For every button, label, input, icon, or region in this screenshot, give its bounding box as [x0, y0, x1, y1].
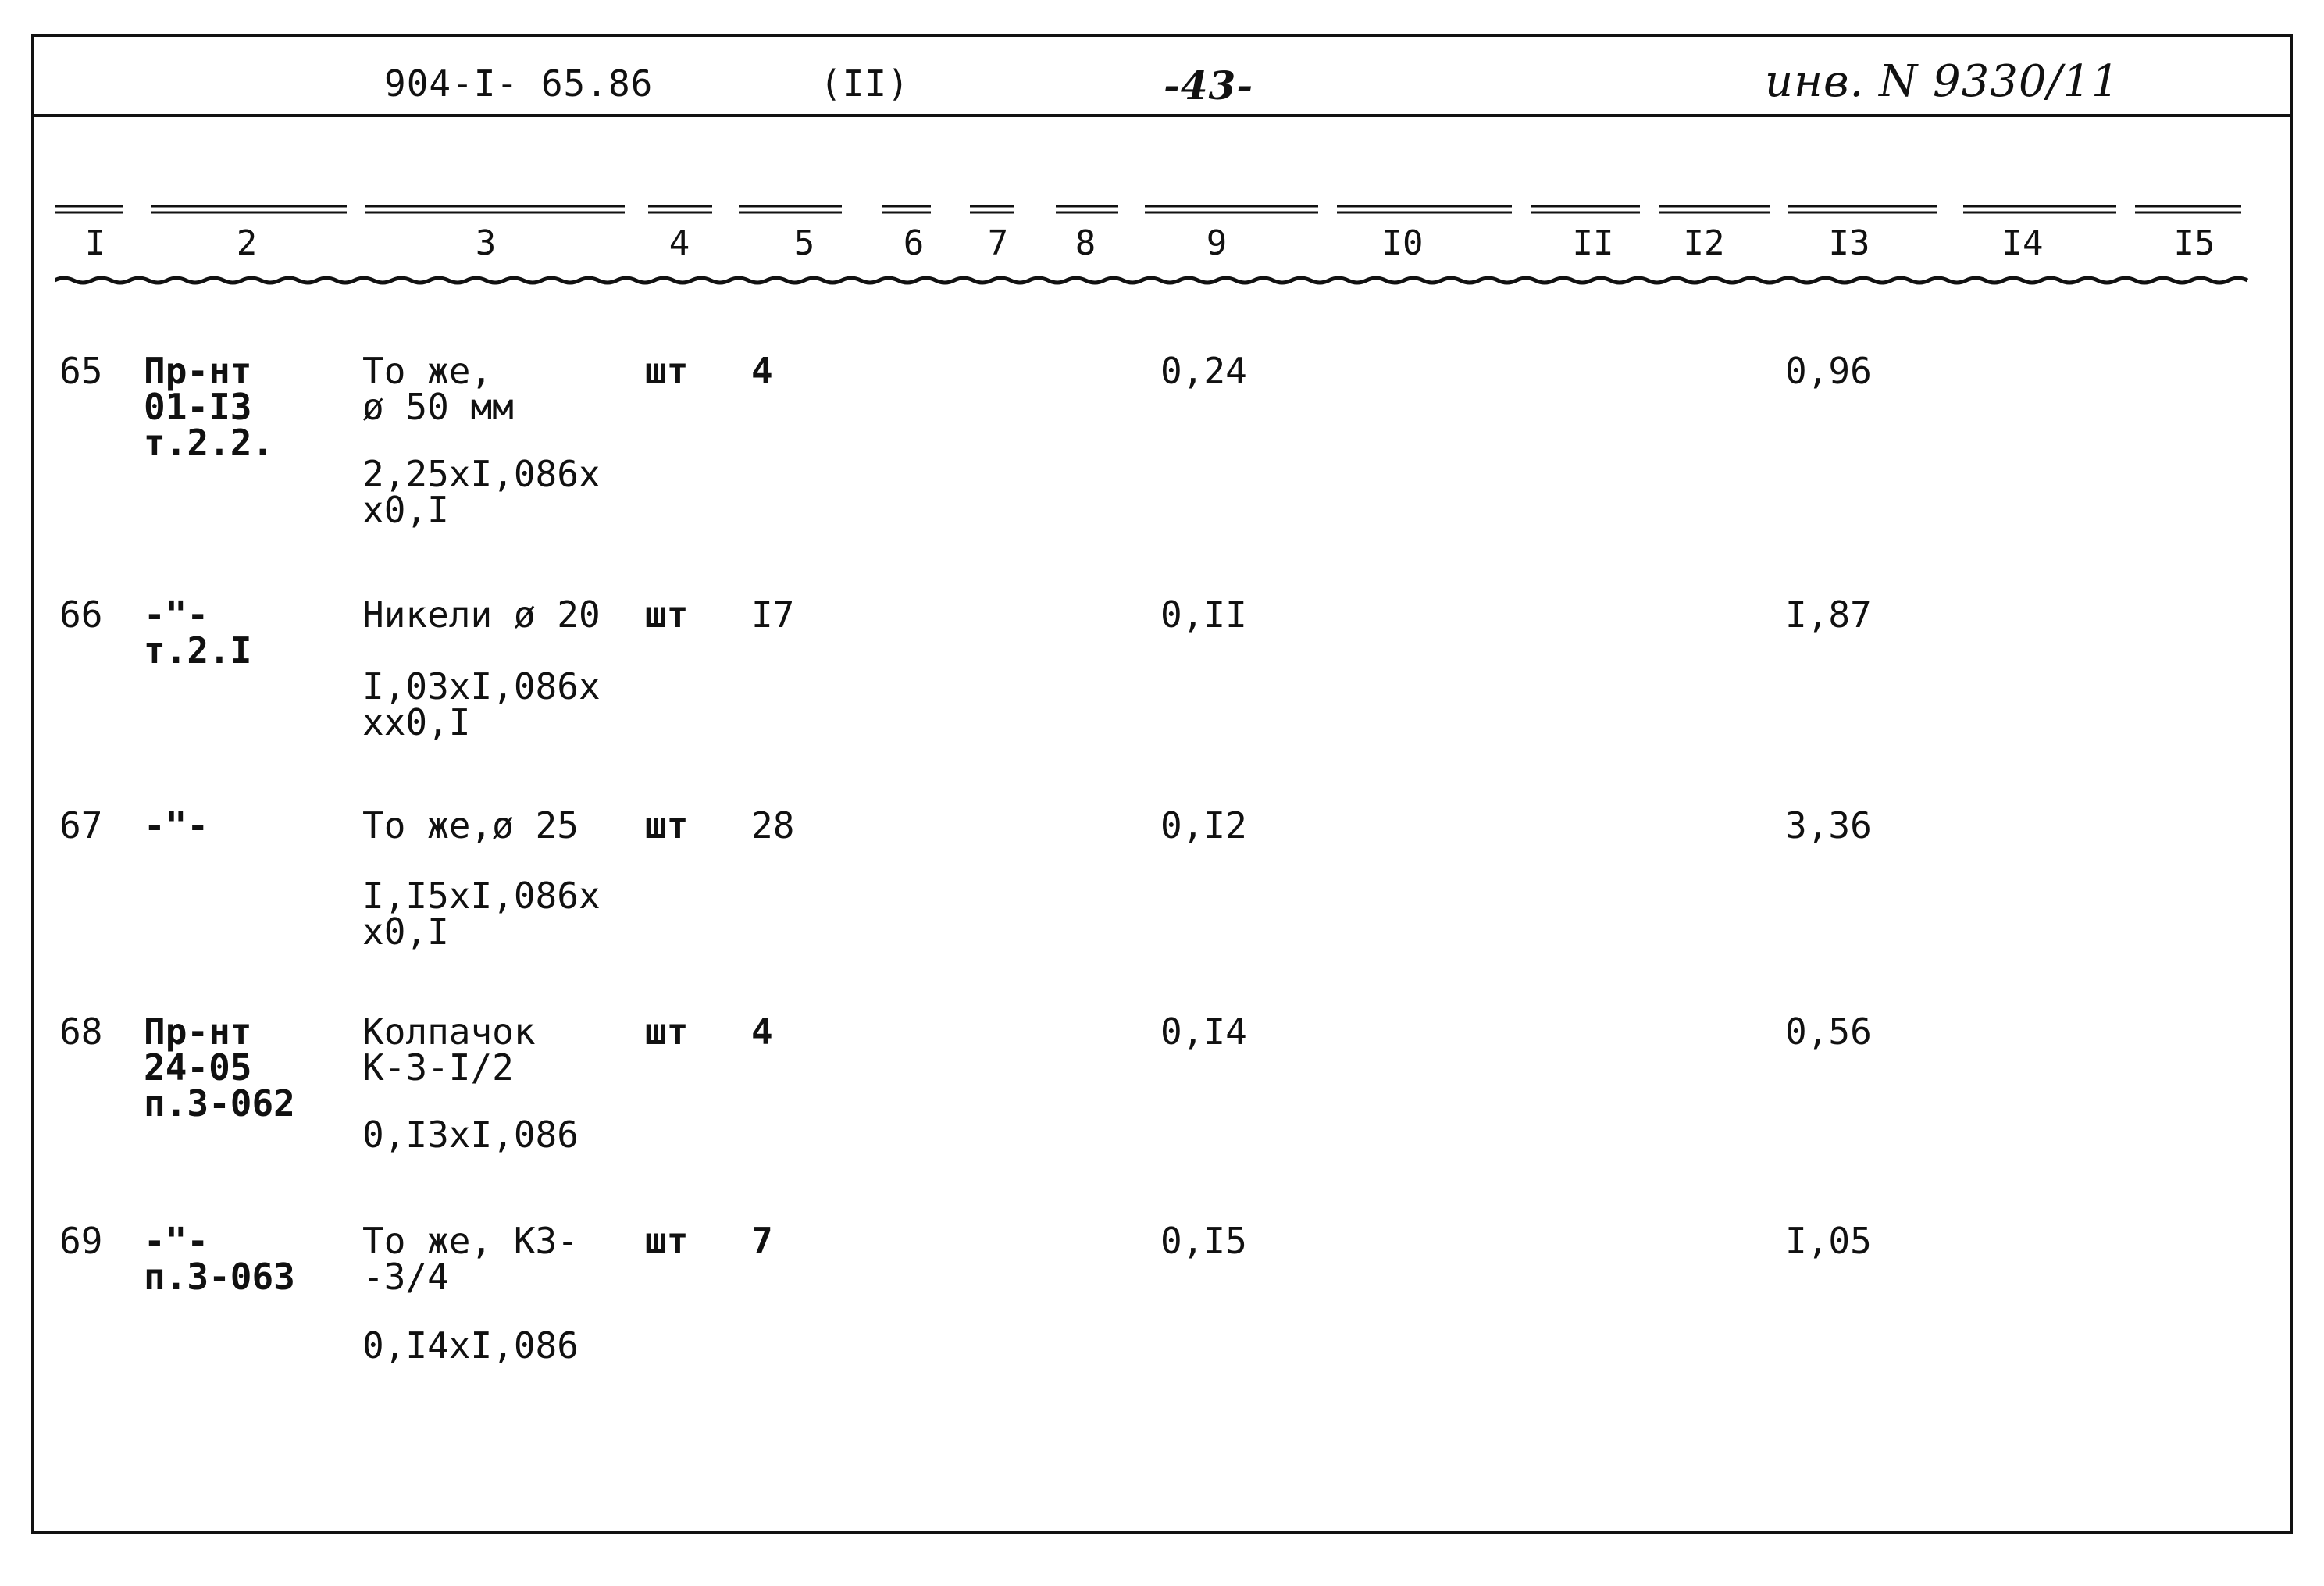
total-weight: I,87 — [1785, 593, 1872, 636]
unit: шт — [645, 1010, 689, 1053]
header-rule — [31, 114, 2293, 117]
quantity: 4 — [751, 1010, 773, 1053]
item-name: То же, КЗ- -3/4 — [362, 1220, 579, 1298]
column-header-underline — [55, 275, 2249, 290]
total-weight: 3,36 — [1785, 804, 1872, 846]
sheet-number: (II) — [820, 62, 910, 105]
column-number: I2 — [1683, 223, 1725, 263]
weight-calc: I,I5xI,086x x0,I — [362, 875, 601, 953]
weight-calc: 2,25xI,086x x0,I — [362, 453, 601, 531]
unit-weight: 0,24 — [1160, 350, 1247, 392]
reference: Пр-нт 01-I3 т.2.2. — [144, 350, 274, 464]
column-number: I5 — [2173, 223, 2215, 263]
unit-weight: 0,I5 — [1160, 1220, 1247, 1262]
weight-calc: I,03xI,086x xx0,I — [362, 665, 601, 743]
inventory-number: инв. N 9330/11 — [1765, 56, 2120, 107]
quantity: 4 — [751, 350, 773, 392]
page-frame — [31, 34, 2293, 1534]
column-number: 5 — [793, 223, 815, 263]
unit: шт — [645, 804, 689, 846]
unit: шт — [645, 350, 689, 392]
item-name: Никели ø 20 — [362, 593, 601, 636]
weight-calc: 0,I4xI,086 — [362, 1324, 579, 1367]
column-header-rule — [55, 201, 2249, 217]
row-number: 65 — [59, 350, 103, 392]
unit-weight: 0,I4 — [1160, 1010, 1247, 1053]
item-name: То же, ø 50 мм — [362, 350, 514, 428]
doc-code: 904-I- 65.86 — [384, 62, 654, 105]
column-number: 9 — [1206, 223, 1228, 263]
quantity: 28 — [751, 804, 795, 846]
column-number: I3 — [1828, 223, 1870, 263]
page-number: -43- — [1164, 62, 1254, 109]
total-weight: 0,96 — [1785, 350, 1872, 392]
quantity: 7 — [751, 1220, 773, 1262]
unit-weight: 0,II — [1160, 593, 1247, 636]
column-number: 3 — [475, 223, 497, 263]
reference: -"- п.3-063 — [144, 1220, 295, 1298]
column-number: I0 — [1381, 223, 1424, 263]
quantity: I7 — [751, 593, 795, 636]
column-number: 6 — [903, 223, 925, 263]
row-number: 69 — [59, 1220, 103, 1262]
total-weight: I,05 — [1785, 1220, 1872, 1262]
reference: -"- т.2.I — [144, 593, 252, 672]
weight-calc: 0,I3xI,086 — [362, 1114, 579, 1156]
column-number: 4 — [668, 223, 690, 263]
reference: -"- — [144, 804, 209, 846]
unit-weight: 0,I2 — [1160, 804, 1247, 846]
column-number: I — [84, 223, 106, 263]
row-number: 68 — [59, 1010, 103, 1053]
total-weight: 0,56 — [1785, 1010, 1872, 1053]
item-name: Колпачок К-3-I/2 — [362, 1010, 536, 1089]
column-number: 7 — [987, 223, 1009, 263]
column-number: II — [1572, 223, 1614, 263]
reference: Пр-нт 24-05 п.3-062 — [144, 1010, 295, 1124]
row-number: 67 — [59, 804, 103, 846]
item-name: То же,ø 25 — [362, 804, 579, 846]
row-number: 66 — [59, 593, 103, 636]
column-number: 8 — [1075, 223, 1096, 263]
column-number: 2 — [236, 223, 258, 263]
unit: шт — [645, 1220, 689, 1262]
column-number: I4 — [2001, 223, 2044, 263]
unit: шт — [645, 593, 689, 636]
